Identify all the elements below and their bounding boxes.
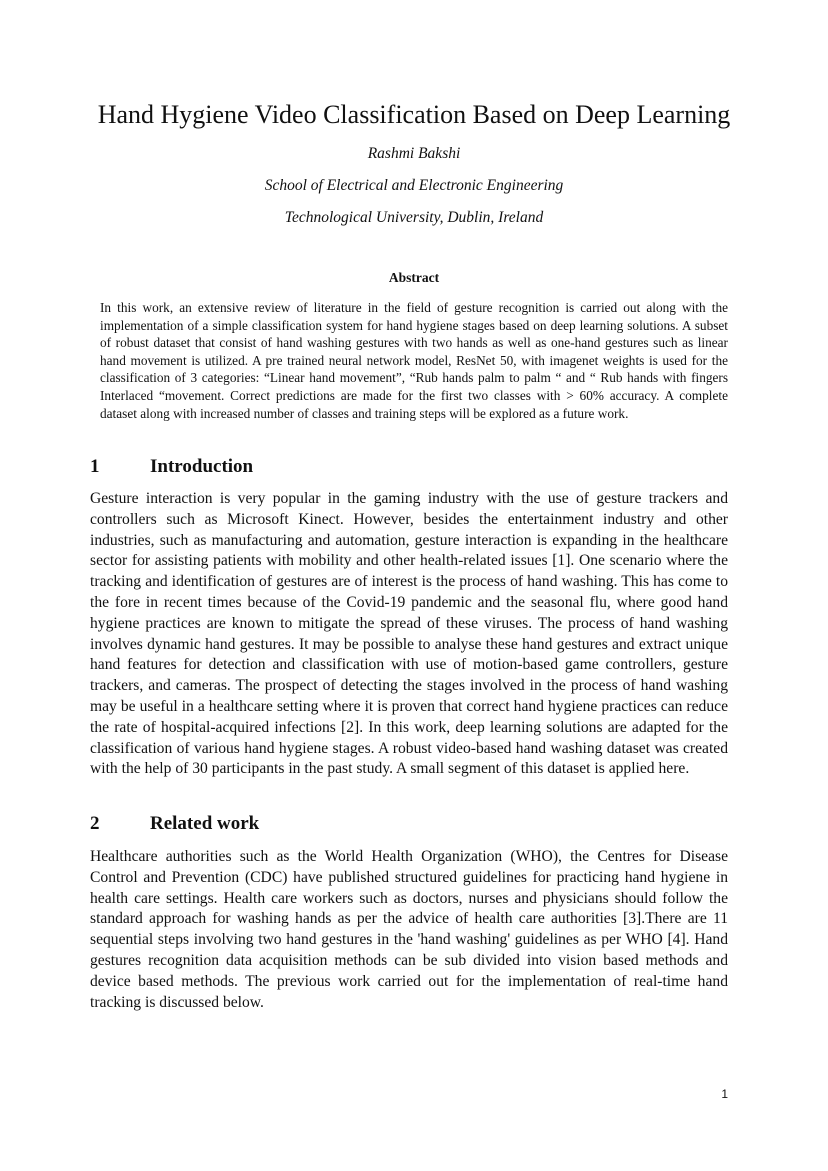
author-name: Rashmi Bakshi bbox=[367, 145, 461, 162]
abstract-heading: Abstract bbox=[388, 270, 440, 285]
introduction-paragraph: Gesture interaction is very popular in the gaming industry with the use of gesture trackers and controllers such as Microsoft Kinect. However, besides the entertainment industry and other industries, such as manufacturing and automation, gesture interaction is expanding in the healthcare sector for assisting patients with mobility and other health-related issues [1]. One scenario where the tracking and identification of gestures are of interest is the process of hand washing. This has come to the fore in recent times because of the Covid-19 pandemic and the seasonal flu, where good hand hygiene practices are known to mitigate the spread of these viruses. The process of hand washing involves dynamic hand gestures. It may be possible to analyse these hand gestures and extract unique hand features for detection and classification with use of motion-based game controllers, gesture trackers, and cameras. The prospect of detecting the stages involved in the process of hand washing may be useful in a healthcare setting where it is proven that correct hand hygiene practices can reduce the rate of hospital-acquired infections [2]. In this work, deep learning solutions are adapted for the classification of various hand hygiene stages. A robust video-based hand washing dataset was created with the help of 30 participants in the past study. A small segment of this dataset is applied here. bbox=[90, 490, 728, 778]
section-heading-related-work bbox=[90, 812, 259, 836]
affiliation-university: Technological University, Dublin, Ireland bbox=[284, 209, 544, 226]
page-number: 1 bbox=[721, 1087, 728, 1101]
abstract-text: In this work, an extensive review of literature in the field of gesture recognition is carried out along with the implementation of a simple classification system for hand hygiene stages based on deep learning solutions. A subset of robust dataset that consist of hand washing gestures with two hands as well as one-hand gestures such as linear hand movement is utilized. A pre trained neural network model, ResNet 50, with imagenet weights is used for the classification of 3 categories: “Linear hand movement”, “Rub hands palm to palm “ and “ Rub hands with fingers Interlaced “movement. Correct predictions are made for the first two classes with > 60% accuracy. A complete dataset along with increased number of classes and training steps will be explored as a future work. bbox=[100, 300, 728, 421]
related-work-paragraph: Healthcare authorities such as the World Health Organization (WHO), the Centres for Disease Control and Prevention (CDC) have published structured guidelines for practicing hand hygiene in health care settings. Health care workers such as doctors, nurses and physicians should follow the standard approach for washing hands as per the advice of health care authorities [3].There are 11 sequential steps involving two hand gestures in the 'hand washing' guidelines as per WHO [4]. Hand gestures recognition data acquisition methods can be sub divided into vision based methods and device based methods. The previous work carried out for the implementation of real-time hand tracking is discussed below. bbox=[90, 848, 728, 1011]
section-title: Introduction bbox=[150, 456, 254, 477]
section-number: 2 bbox=[90, 813, 100, 834]
paper-title: Hand Hygiene Video Classification Based on Deep Learning bbox=[97, 100, 731, 129]
section-title: Related work bbox=[150, 813, 260, 834]
affiliation-school: School of Electrical and Electronic Engineering bbox=[264, 177, 564, 194]
section-heading-introduction bbox=[90, 455, 253, 479]
section-number: 1 bbox=[90, 456, 100, 477]
